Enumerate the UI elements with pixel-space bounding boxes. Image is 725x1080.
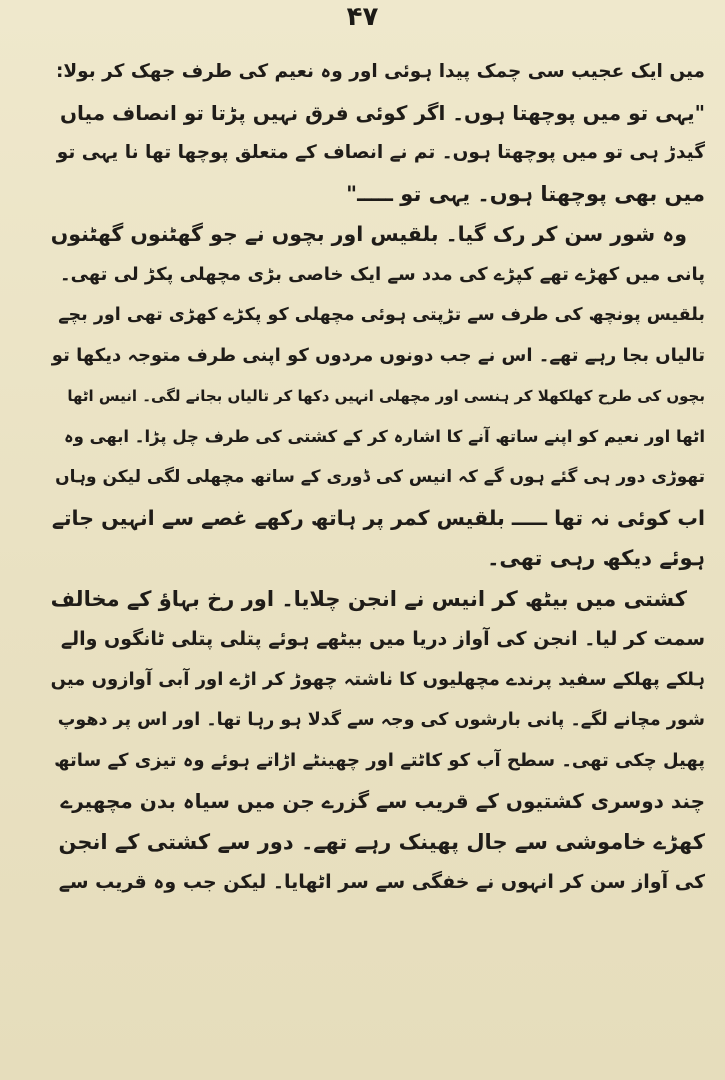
text-line: اب کوئی نہ تھا ـــــ بلقیس کمر پر ہاتھ رکھے غصے سے انہیں جاتے (51, 505, 705, 530)
text-line: شور مچانے لگے۔ پانی بارشوں کی وجہ سے گدلا ہو رہا تھا۔ اور اس پر دھوپ (57, 710, 705, 730)
text-line: پانی میں کھڑے تھے کپڑے کی مدد سے ایک خاصی بڑی مچھلی پکڑ لی تھی۔ (60, 263, 705, 285)
text-line: کھڑے خاموشی سے جال پھینک رہے تھے۔ دور سے کشتی کے انجن (58, 829, 705, 854)
text-line: ہوئے دیکھ رہی تھی۔ (487, 546, 705, 570)
text-line: تھوڑی دور ہی گئے ہوں گے کہ انیس کی ڈوری کے ساتھ مچھلی لگی لیکن وہاں (55, 467, 705, 487)
text-line: میں بھی پوچھتا ہوں۔ یہی تو ـــــ" (346, 181, 705, 206)
text-line: چند دوسری کشتیوں کے قریب سے گزرے جن میں سیاہ بدن مچھیرے (60, 789, 705, 813)
text-line: سمت کر لیا۔ انجن کی آواز دریا میں بیٹھے ہوئے پتلی پتلی ٹانگوں والے (60, 628, 705, 650)
text-line: بچوں کی طرح کھلکھلا کر ہنسی اور مچھلی انہیں دکھا کر تالیاں بجانے لگی۔ انیس اٹھا (67, 387, 705, 405)
text-line: وہ شور سن کر رک گیا۔ بلقیس اور بچوں نے جو گھٹنوں گھٹنوں (50, 222, 687, 246)
text-line: ہلکے پھلکے سفید پرندے مچھلیوں کا ناشتہ چھوڑ کر اڑے اور آبی آوازوں میں (50, 668, 705, 690)
text-line: میں ایک عجیب سی چمک پیدا ہوئی اور وہ نعیم کی طرف جھک کر بولا: (55, 61, 705, 82)
text-line: "یہی تو میں پوچھتا ہوں۔ اگر کوئی فرق نہیں پڑتا تو انصاف میاں (59, 100, 705, 125)
text-line: کشتی میں بیٹھ کر انیس نے انجن چلایا۔ اور رخ بہاؤ کے مخالف (50, 586, 687, 611)
text-line: گیدڑ ہی تو میں پوچھتا ہوں۔ تم نے انصاف کے متعلق پوچھا تھا نا یہی تو (56, 142, 705, 163)
text-line: تالیاں بجا رہے تھے۔ اس نے جب دونوں مردوں کو اپنی طرف متوجہ دیکھا تو (51, 344, 705, 366)
text-line: بلقیس پونچھ کی طرف سے تڑپتی ہوئی مچھلی کو پکڑے کھڑی تھی اور بچے (58, 305, 705, 325)
text-line: کی آواز سن کر انہوں نے خفگی سے سر اٹھایا۔ لیکن جب وہ قریب سے (58, 871, 705, 893)
text-line: پھیل چکی تھی۔ سطح آب کو کاٹتے اور چھینٹے اڑاتے ہوئے وہ تیزی کے ساتھ (54, 749, 705, 771)
page-number: ۴۷ (346, 2, 379, 32)
body-text (50, 52, 705, 903)
text-line: اٹھا اور نعیم کو اپنے ساتھ آنے کا اشارہ کر کے کشتی کی طرف چل پڑا۔ ابھی وہ (63, 426, 705, 446)
